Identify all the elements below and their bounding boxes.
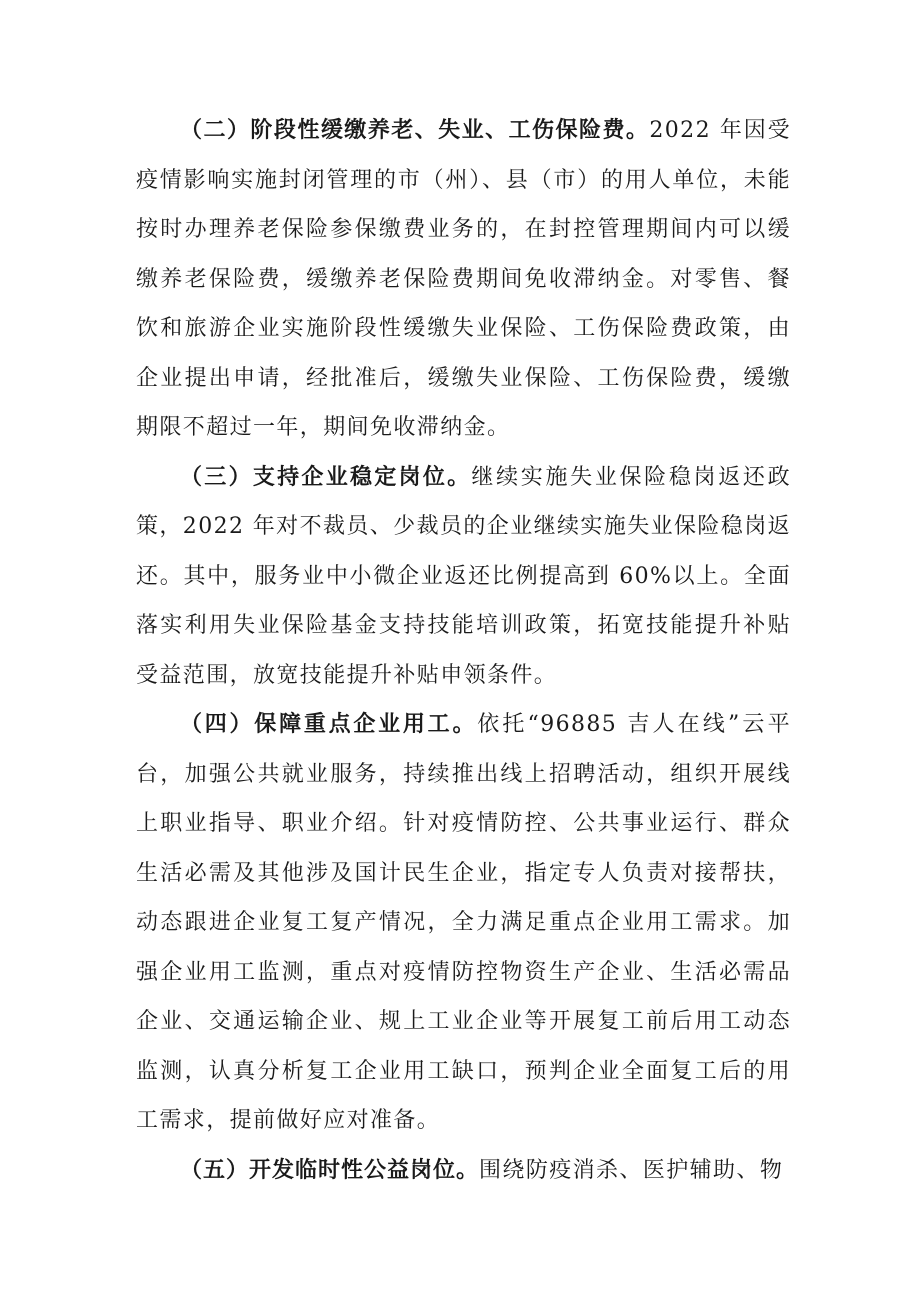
paragraph-text: 继续实施失业保险稳岗返还政策，2022 年对不裁员、少裁员的企业继续实施失业保险稳岗返还。其中，服务业中小微企业返还比例提高到 60%以上。全面落实利用失业保险基金支持技能培训政策，拓宽技能提升补贴受益范围，放宽技能提升补贴申领条件。 <box>136 464 791 688</box>
paragraph-deferred-insurance-fees <box>136 106 791 453</box>
document-body <box>136 106 791 1195</box>
paragraph-stabilize-jobs <box>136 453 791 701</box>
paragraph-text: 依托“96885 吉人在线”云平台，加强公共就业服务，持续推出线上招聘活动，组织开展线上职业指导、职业介绍。针对疫情防控、公共事业运行、群众生活必需及其他涉及国计民生企业，指定专人负责对接帮扶，动态跟进企业复工复产情况，全力满足重点企业用工需求。加强企业用工监测，重点对疫情防控物资生产企业、生活必需品企业、交通运输企业、规上工业企业等开展复工前后用工动态监测，认真分析复工企业用工缺口，预判企业全面复工后的用工需求，提前做好应对准备。 <box>136 712 791 1133</box>
paragraph-heading: （二）阶段性缓缴养老、失业、工伤保险费。 <box>180 118 650 143</box>
paragraph-heading: （三）支持企业稳定岗位。 <box>180 464 472 490</box>
paragraph-public-welfare-posts <box>136 1146 791 1196</box>
paragraph-heading: （四）保障重点企业用工。 <box>180 712 478 737</box>
paragraph-heading: （五）开发临时性公益岗位。 <box>180 1157 480 1183</box>
paragraph-text: 2022 年因受疫情影响实施封闭管理的市（州）、县（市）的用人单位，未能按时办理养老保险参保缴费业务的，在封控管理期间内可以缓缴养老保险费，缓缴养老保险费期间免收滞纳金。对零售、餐饮和旅游企业实施阶段性缓缴失业保险、工伤保险费政策，由企业提出申请，经批准后，缓缴失业保险、工伤保险费，缓缴期限不超过一年，期间免收滞纳金。 <box>136 118 791 440</box>
paragraph-text: 围绕防疫消杀、医护辅助、物 <box>479 1157 784 1183</box>
paragraph-key-enterprise-employment <box>136 700 791 1146</box>
